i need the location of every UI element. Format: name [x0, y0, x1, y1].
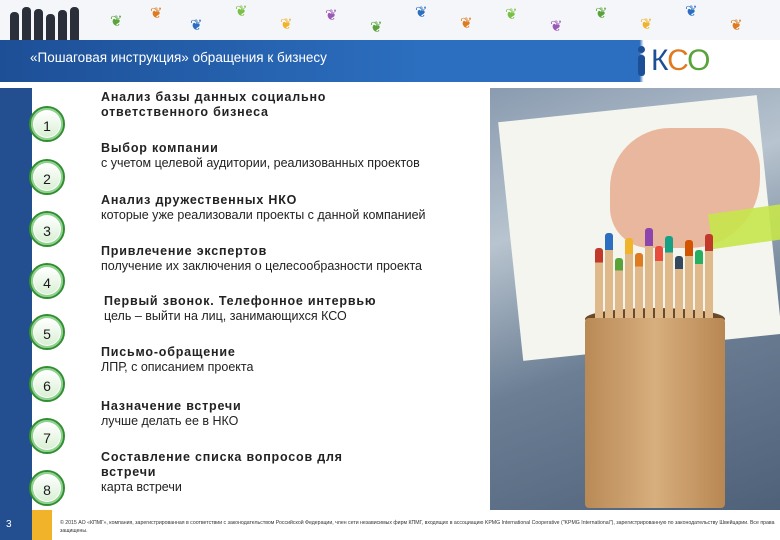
butterfly-icon: ❦: [730, 17, 743, 34]
step-detail: карта встречи: [101, 480, 182, 494]
butterfly-icon: ❦: [505, 6, 518, 23]
step-6: [101, 345, 496, 375]
butterfly-icon: ❦: [460, 15, 473, 32]
step-title: Выбор компании: [101, 141, 219, 155]
pencils-photo: [490, 88, 780, 510]
butterfly-icon: ❦: [370, 19, 383, 36]
copyright-notice: © 2015 АО «КПМГ», компания, зарегистрированная в соответствии с законодательством Российской Федерации, член сети независимых фирм КПМГ, входящих в ассоциацию KPMG International Cooperative ("KPMG International"), зарегистрированную по законодательству Швейцарии. Все права защищены.: [60, 520, 775, 534]
logo-wordmark: КСО: [651, 44, 710, 77]
step-2: [101, 141, 496, 171]
people-silhouette-icon: [34, 9, 43, 40]
person-figure-icon: [636, 46, 648, 76]
step-badge-3: 3: [29, 211, 65, 247]
step-badge-1: 1: [29, 106, 65, 142]
step-title: Анализ базы данных социально ответственного бизнеса: [101, 90, 327, 119]
step-detail: которые уже реализовали проекты с данной компанией: [101, 208, 426, 222]
people-silhouette-icon: [10, 12, 19, 40]
left-rail: [0, 88, 32, 540]
step-badge-7: 7: [29, 418, 65, 454]
butterfly-icon: ❦: [235, 3, 248, 20]
step-4: [101, 244, 496, 274]
step-detail: лучше делать ее в НКО: [101, 414, 239, 428]
step-title: Первый звонок. Телефонное интервью: [104, 294, 377, 308]
step-title: Назначение встречи: [101, 399, 242, 413]
butterfly-icon: ❦: [685, 3, 698, 20]
step-5: [104, 294, 499, 324]
decorative-header-strip: [0, 0, 780, 40]
butterfly-icon: ❦: [640, 16, 653, 33]
butterfly-icon: ❦: [110, 13, 123, 30]
decorative-pencil-edge: [32, 510, 52, 540]
page-title: «Пошаговая инструкция» обращения к бизнесу: [30, 50, 327, 65]
step-badge-6: 6: [29, 366, 65, 402]
step-detail: ЛПР, с описанием проекта: [101, 360, 254, 374]
step-title: Анализ дружественных НКО: [101, 193, 298, 207]
step-title: Привлечение экспертов: [101, 244, 268, 258]
butterfly-icon: ❦: [595, 5, 608, 22]
page-number: 3: [6, 519, 12, 530]
people-silhouette-icon: [46, 14, 55, 40]
people-silhouette-icon: [70, 7, 79, 40]
step-detail: получение их заключения о целесообразности проекта: [101, 259, 422, 273]
butterfly-icon: ❦: [190, 17, 203, 34]
step-7: [101, 399, 496, 429]
butterfly-icon: ❦: [550, 18, 563, 35]
butterfly-icon: ❦: [150, 5, 163, 22]
people-silhouette-icon: [58, 10, 67, 40]
step-title: Составление списка вопросов для встречи: [101, 450, 343, 479]
step-badge-8: 8: [29, 470, 65, 506]
step-8: [101, 450, 391, 495]
step-badge-5: 5: [29, 314, 65, 350]
step-badge-2: 2: [29, 159, 65, 195]
butterfly-icon: ❦: [415, 4, 428, 21]
people-silhouette-icon: [22, 7, 31, 40]
step-badge-4: 4: [29, 263, 65, 299]
step-detail: с учетом целевой аудитории, реализованных проектов: [101, 156, 420, 170]
kso-logo: [636, 43, 736, 79]
step-3: [101, 193, 496, 223]
step-1: [101, 90, 401, 120]
step-detail: цель – выйти на лиц, занимающихся КСО: [104, 309, 347, 323]
step-title: Письмо-обращение: [101, 345, 236, 359]
butterfly-icon: ❦: [325, 7, 338, 24]
butterfly-icon: ❦: [280, 16, 293, 33]
